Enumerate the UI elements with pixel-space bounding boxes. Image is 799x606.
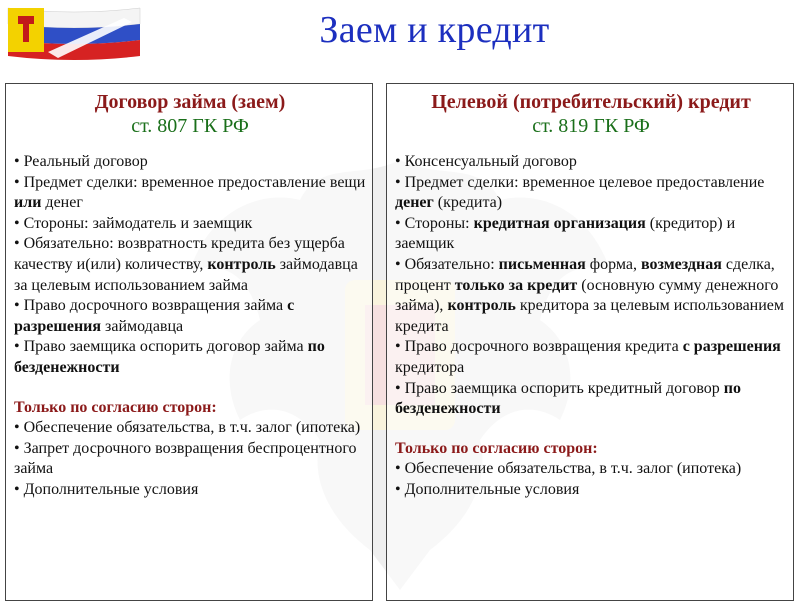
credit-only-item: • Обеспечение обязательства, в т.ч. залог (ипотека) (395, 460, 742, 478)
loan-item: • Реальный договор (14, 153, 148, 170)
loan-item: • Предмет сделки: временное предоставление вещи или денег (14, 173, 366, 212)
credit-item: • Предмет сделки: временное целевое предоставление денег (кредита) (395, 173, 765, 212)
credit-only-item: • Дополнительные условия (395, 480, 580, 498)
loan-agreement-column (5, 83, 373, 601)
loan-reference: ст. 807 ГК РФ (131, 115, 249, 137)
credit-item: • Стороны: кредитная организация (кредитор) и заемщик (395, 214, 736, 253)
loan-item: • Право досрочного возвращения займа с разрешения займодавца (14, 297, 295, 335)
credit-heading: Целевой (потребительский) кредит (431, 91, 751, 113)
credit-item: • Консенсуальный договор (395, 153, 577, 170)
credit-reference: ст. 819 ГК РФ (532, 115, 650, 137)
loan-only-item: • Дополнительные условия (14, 480, 199, 498)
loan-heading: Договор займа (заем) (94, 91, 286, 113)
loan-item: • Право заемщика оспорить договор займа по безденежности (14, 338, 325, 376)
loan-only-by-agreement-title: Только по согласию сторон: (14, 398, 217, 416)
credit-only-by-agreement-title: Только по согласию сторон: (395, 439, 598, 457)
credit-column (386, 83, 794, 601)
loan-only-item: • Обеспечение обязательства, в т.ч. залог (ипотека) (14, 419, 361, 437)
credit-item: • Право досрочного возвращения кредита с разрешения кредитора (395, 338, 781, 376)
credit-item: • Право заемщика оспорить кредитный договор по безденежности (395, 379, 741, 418)
loan-item: • Стороны: займодатель и заемщик (14, 214, 253, 232)
credit-item: • Обязательно: письменная форма, возмездная сделка, процент только за кредит (основную сумму денежного займа), контроль кредитора за целевым использованием кредита (395, 255, 785, 335)
loan-only-item: • Запрет досрочного возвращения беспроцентного займа (14, 439, 357, 478)
page-title: Заем и кредит (319, 9, 550, 51)
loan-item: • Обязательно: возвратность кредита без ущерба качеству и(или) количеству, контроль займодавца за целевым использованием займа (14, 235, 358, 294)
